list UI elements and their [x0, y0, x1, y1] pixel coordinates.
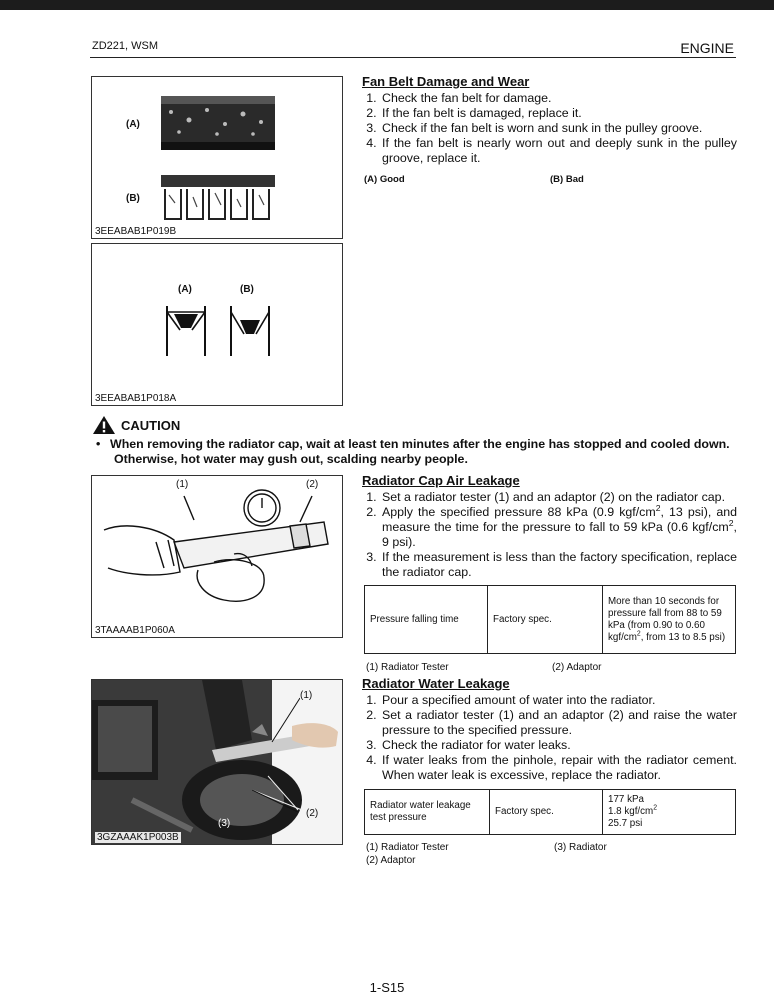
figure-label-3: (3) [218, 818, 231, 829]
radiator-water-leak-photo [91, 679, 343, 845]
figure-label-1: (1) [300, 690, 313, 701]
caution-line-1: When removing the radiator cap, wait at least ten minutes after the engine has stopped and cooled down. [110, 437, 730, 451]
page-number: 1-S15 [369, 980, 405, 995]
caption-bad: (B) Bad [550, 174, 584, 185]
legend-item: (2) Adaptor [552, 662, 602, 673]
radiator-cap-steps [362, 490, 737, 580]
list-item: 2. Apply the specified pressure 88 kPa (0.9 kgf/$cm^2$, 13 psi), and measure the time for the pressure to fall to 59 kPa (0.6 kgf/$cm^2$, 9 psi). [380, 505, 737, 550]
radiator-water-legend [366, 841, 736, 867]
radiator-photo-illustration [92, 680, 342, 844]
table-cell-value: 177 kPa 1.8 kgf/$cm^2$ 25.7 psi [603, 790, 736, 835]
figure-code: 3TAAAAB1P060A [95, 625, 175, 636]
list-item: 2. Set a radiator tester (1) and an adaptor (2) and raise the water pressure to the specified pressure. [380, 708, 737, 738]
table-cell-spec-type: Factory spec. [488, 586, 603, 654]
list-item: 1. Pour a specified amount of water into the radiator. [380, 693, 737, 708]
caption-good: (A) Good [364, 174, 405, 185]
legend-item: (3) Radiator [554, 842, 607, 853]
header-rule [90, 57, 736, 58]
table-row [365, 790, 736, 835]
radiator-cap-section [362, 473, 737, 580]
table-cell-value: More than 10 seconds for pressure fall from 88 to 59 kPa (from 0.90 to 0.60 kgf/$cm^2$, from 13 to 8.5 psi) [603, 586, 736, 654]
figure-label-1: (1) [176, 479, 189, 490]
fan-belt-steps [362, 91, 737, 166]
list-item: 1. Check the fan belt for damage. [380, 91, 737, 106]
legend-item: (1) Radiator Tester [366, 662, 449, 673]
header-section: ENGINE [680, 40, 734, 56]
list-item: 3. Check the radiator for water leaks. [380, 738, 737, 753]
viewer-top-bar [0, 0, 774, 10]
belt-good-in-groove-illustration [164, 304, 208, 360]
figure-label-a: (A) [126, 119, 140, 130]
table-cell-item: Pressure falling time [365, 586, 488, 654]
figure-label-a: (A) [178, 284, 192, 295]
table-cell-spec-type: Factory spec. [490, 790, 603, 835]
pressure-falling-spec-table [364, 585, 736, 654]
radiator-cap-tester-figure [91, 475, 343, 638]
legend-item: (1) Radiator Tester [366, 842, 449, 853]
warning-triangle-icon [92, 415, 116, 435]
fan-belt-title: Fan Belt Damage and Wear [362, 74, 530, 89]
radiator-cap-legend [366, 660, 736, 673]
legend-item: (2) Adaptor [366, 855, 416, 866]
radiator-cap-title: Radiator Cap Air Leakage [362, 473, 520, 488]
cap-tester-illustration [94, 482, 340, 622]
table-cell-item: Radiator water leakage test pressure [365, 790, 490, 835]
list-item: 4. If the fan belt is nearly worn out and deeply sunk in the pulley groove, replace it. [380, 136, 737, 166]
fan-belt-section [362, 74, 737, 186]
belt-bad-illustration [159, 173, 281, 233]
belt-good-illustration [159, 92, 279, 162]
belt-bad-in-groove-illustration [228, 304, 272, 360]
radiator-water-steps [362, 693, 737, 783]
caution-line-2: Otherwise, hot water may gush out, scalding nearby people. [114, 452, 468, 466]
radiator-water-title: Radiator Water Leakage [362, 676, 510, 691]
fan-belt-wear-figure [91, 76, 343, 239]
figure-code: 3EEABAB1P019B [95, 226, 177, 237]
figure-label-2: (2) [306, 479, 319, 490]
caution-title: CAUTION [121, 417, 181, 433]
caution-block [92, 415, 742, 467]
table-row [365, 586, 736, 654]
figure-code: 3EEABAB1P018A [95, 393, 177, 404]
figure-label-2: (2) [306, 808, 319, 819]
header-model: ZD221, WSM [92, 40, 159, 52]
caution-heading [92, 415, 742, 435]
figure-label-b: (B) [240, 284, 254, 295]
water-leak-spec-table [364, 789, 736, 835]
list-item: 4. If water leaks from the pinhole, repair with the radiator cement. When water leak is excessive, replace the radiator. [380, 753, 737, 783]
radiator-water-section [362, 676, 737, 783]
list-item: 1. Set a radiator tester (1) and an adaptor (2) on the radiator cap. [380, 490, 737, 505]
pulley-groove-figure [91, 243, 343, 406]
fan-belt-captions [362, 172, 737, 186]
list-item: 3. Check if the fan belt is worn and sunk in the pulley groove. [380, 121, 737, 136]
figure-code: 3GZAAAK1P003B [97, 832, 179, 843]
list-item: 3. If the measurement is less than the factory specification, replace the radiator cap. [380, 550, 737, 580]
figure-label-b: (B) [126, 193, 140, 204]
list-item: 2. If the fan belt is damaged, replace it. [380, 106, 737, 121]
caution-text: • When removing the radiator cap, wait at least ten minutes after the engine has stopped and cooled down. Otherwise, hot water may gush out, scalding nearby people. [96, 437, 742, 467]
